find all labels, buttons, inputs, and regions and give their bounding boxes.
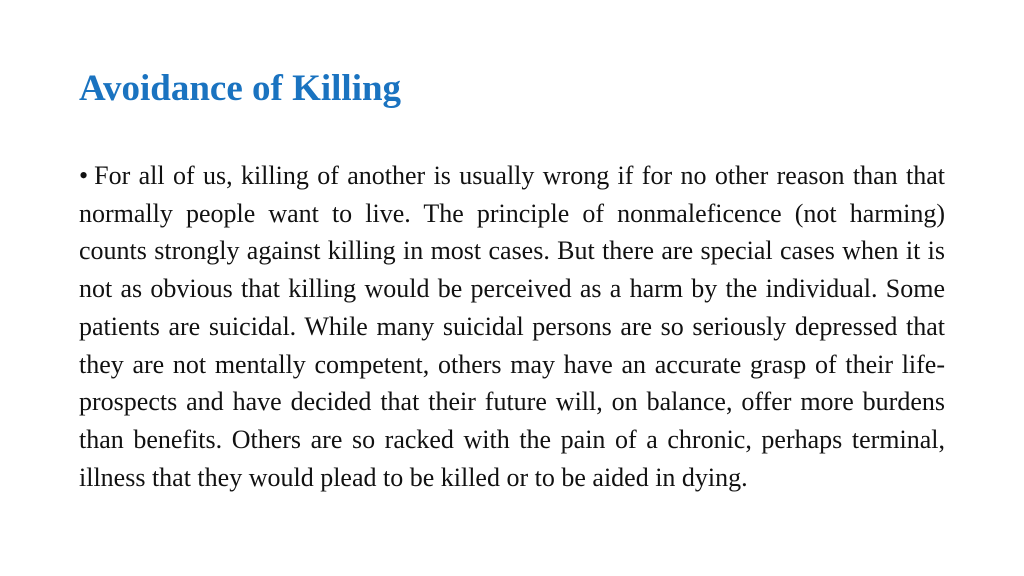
bullet-text: For all of us, killing of another is usually wrong if for no other reason than that normally people want to live. The principle of nonmaleficence (not harming) counts strongly against killing in most cases. But there are special cases when it is not as obvious that killing would be perceived as a harm by the individual. Some patients are suicidal. While many suicidal persons are so seriously depressed that they are not mentally competent, others may have an accurate grasp of their life-prospects and have decided that their future will, on balance, offer more burdens than benefits. Others are so racked with the pain of a chronic, perhaps terminal, illness that they would plead to be killed or to be aided in dying.	[79, 161, 945, 492]
bullet-marker: •	[79, 161, 89, 190]
slide-title: Avoidance of Killing	[79, 68, 402, 109]
bullet-paragraph	[79, 157, 945, 496]
